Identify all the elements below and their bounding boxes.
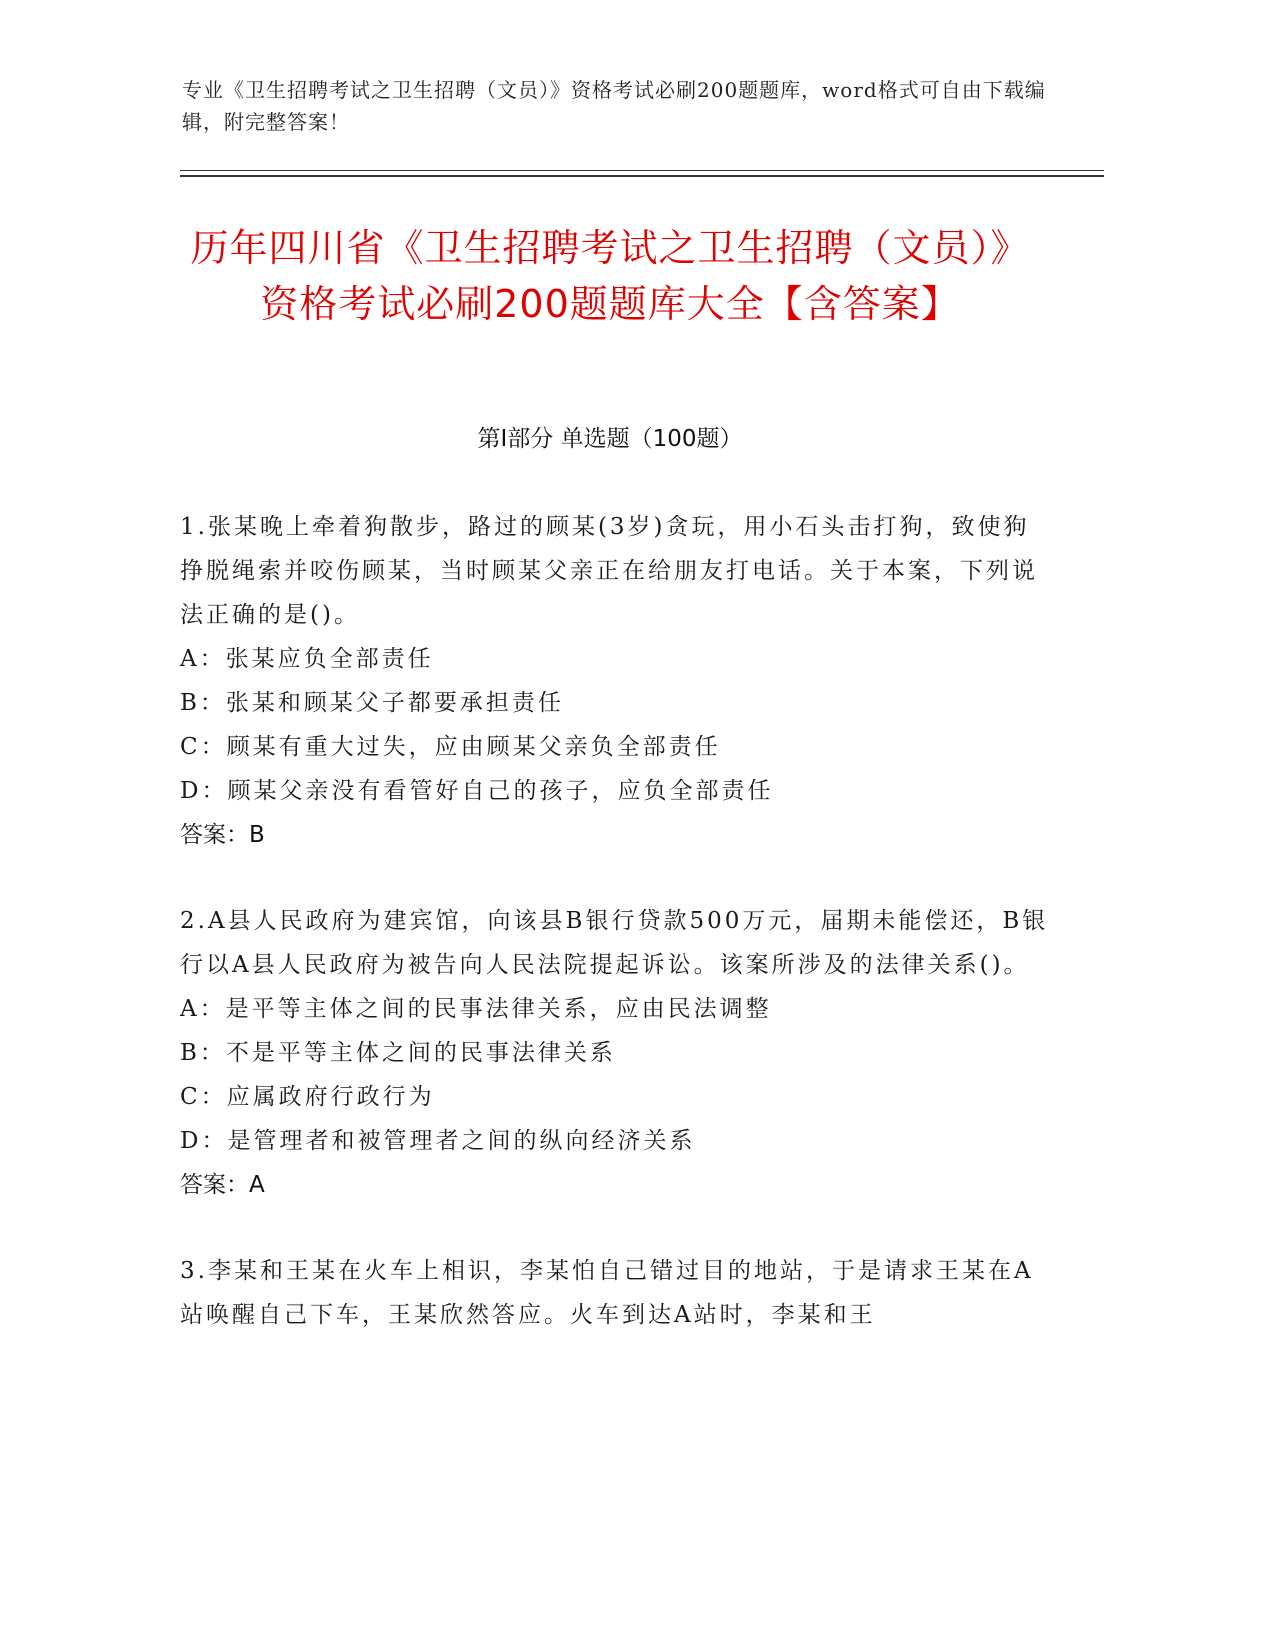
header-divider-thick [180,175,1104,177]
question-stem: 2.A县人民政府为建宾馆，向该县B银行贷款500万元，届期未能偿还，B银行以A县人民政府为被告向人民法院提起诉讼。该案所涉及的法律关系()。 [180,908,1049,978]
option-c: C：顾某有重大过失，应由顾某父亲负全部责任 [180,734,721,760]
question-list [180,505,1050,1379]
option-c: C：应属政府行政行为 [180,1084,435,1110]
option-a: A：张某应负全部责任 [180,646,434,672]
question-stem: 3.李某和王某在火车上相识，李某怕自己错过目的地站，于是请求王某在A站唤醒自己下车，王某欣然答应。火车到达A站时，李某和王 [180,1258,1034,1328]
option-d: D：是管理者和被管理者之间的纵向经济关系 [180,1128,696,1154]
answer: 答案：A [180,1172,265,1198]
option-d: D：顾某父亲没有看管好自己的孩子，应负全部责任 [180,778,774,804]
question-item [180,899,1050,1207]
question-stem: 1.张某晚上牵着狗散步，路过的顾某(3岁)贪玩，用小石头击打狗，致使狗挣脱绳索并咬伤顾某，当时顾某父亲正在给朋友打电话。关于本案，下列说法正确的是()。 [180,514,1038,628]
section-title: 第I部分 单选题（100题） [477,426,743,452]
header-divider-thin [180,170,1104,171]
question-item [180,505,1050,857]
document-title: 历年四川省《卫生招聘考试之卫生招聘（文员）》资格考试必刷200题题库大全【含答案】 [190,226,1030,326]
header-note: 专业《卫生招聘考试之卫生招聘（文员）》资格考试必刷200题题库，word格式可自由下载编辑，附完整答案！ [182,78,1046,134]
answer: 答案：B [180,822,265,848]
question-item [180,1249,1050,1337]
option-b: B：张某和顾某父子都要承担责任 [180,690,564,716]
option-b: B：不是平等主体之间的民事法律关系 [180,1040,616,1066]
option-a: A：是平等主体之间的民事法律关系，应由民法调整 [180,996,772,1022]
